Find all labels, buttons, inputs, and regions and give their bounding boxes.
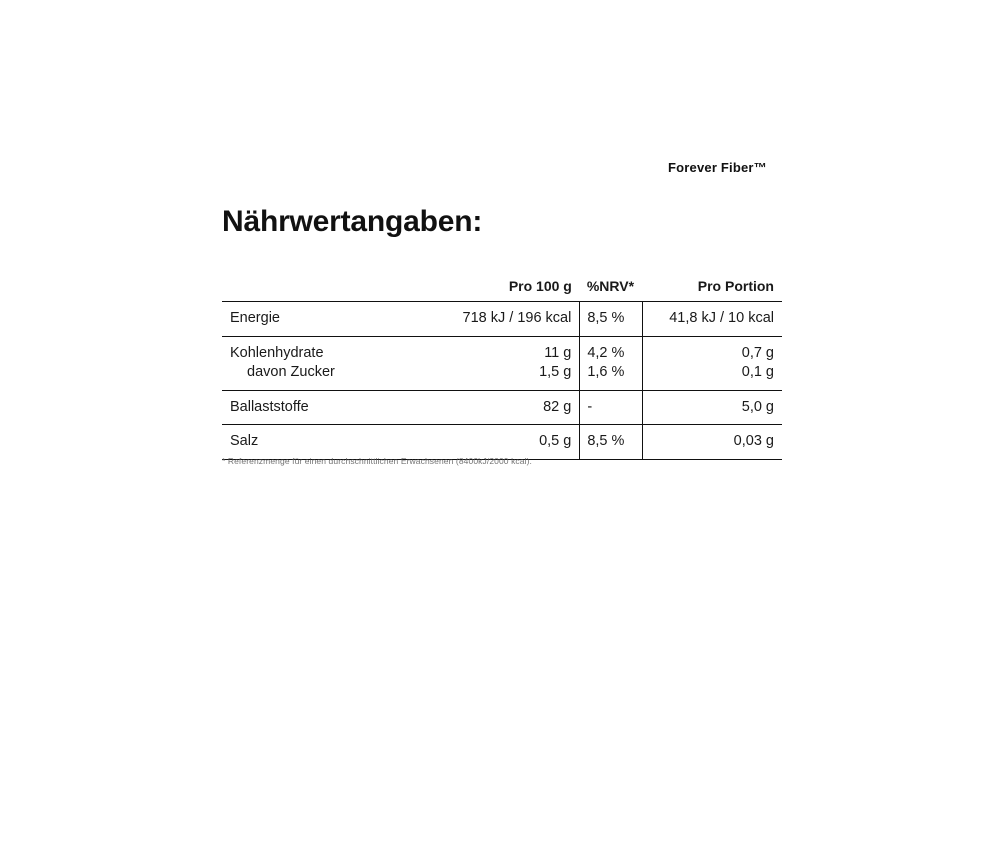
table-row [222, 336, 782, 390]
page-title: Nährwertangaben: [222, 205, 483, 238]
nutrient-label-main: Salz [230, 433, 259, 450]
value-nrv: 8,5 % [580, 425, 642, 460]
nutrient-label [222, 390, 432, 425]
value-per-portion: 0,7 g 0,1 g [642, 336, 782, 390]
value-per-100g: 11 g 1,5 g [432, 336, 580, 390]
table-header-row [222, 274, 782, 302]
value-nrv: 4,2 % 1,6 % [580, 336, 642, 390]
value-per-portion: 41,8 kJ / 10 kcal [642, 302, 782, 337]
product-name: Forever Fiber™ [668, 160, 767, 175]
value-per-portion: 5,0 g [642, 390, 782, 425]
nutrient-label-main: Ballaststoffe [230, 398, 309, 415]
nutrient-label [222, 336, 432, 390]
nutrient-label [222, 425, 432, 460]
column-header-per-portion: Pro Portion [642, 274, 782, 302]
value-per-100g: 0,5 g [432, 425, 580, 460]
nutrient-label-main: Kohlenhydrate [230, 344, 324, 361]
table-row [222, 390, 782, 425]
value-per-100g: 718 kJ / 196 kcal [432, 302, 580, 337]
value-per-portion: 0,03 g [642, 425, 782, 460]
column-header-nutrient [222, 274, 432, 302]
nutrient-label [222, 302, 432, 337]
nutrient-label-main: Energie [230, 310, 280, 326]
column-header-nrv: %NRV* [580, 274, 642, 302]
table-row [222, 302, 782, 337]
nutrient-label-sub: davon Zucker [247, 364, 335, 381]
table-row [222, 425, 782, 460]
column-header-per-100g: Pro 100 g [432, 274, 580, 302]
value-per-100g: 82 g [432, 390, 580, 425]
nutrition-table [222, 274, 782, 460]
value-nrv: - [580, 390, 642, 425]
value-nrv: 8,5 % [580, 302, 642, 337]
footnote: * Referenzmenge für einen durchschnittlichen Erwachsenen (8400kJ/2000 kcal). [222, 456, 532, 466]
